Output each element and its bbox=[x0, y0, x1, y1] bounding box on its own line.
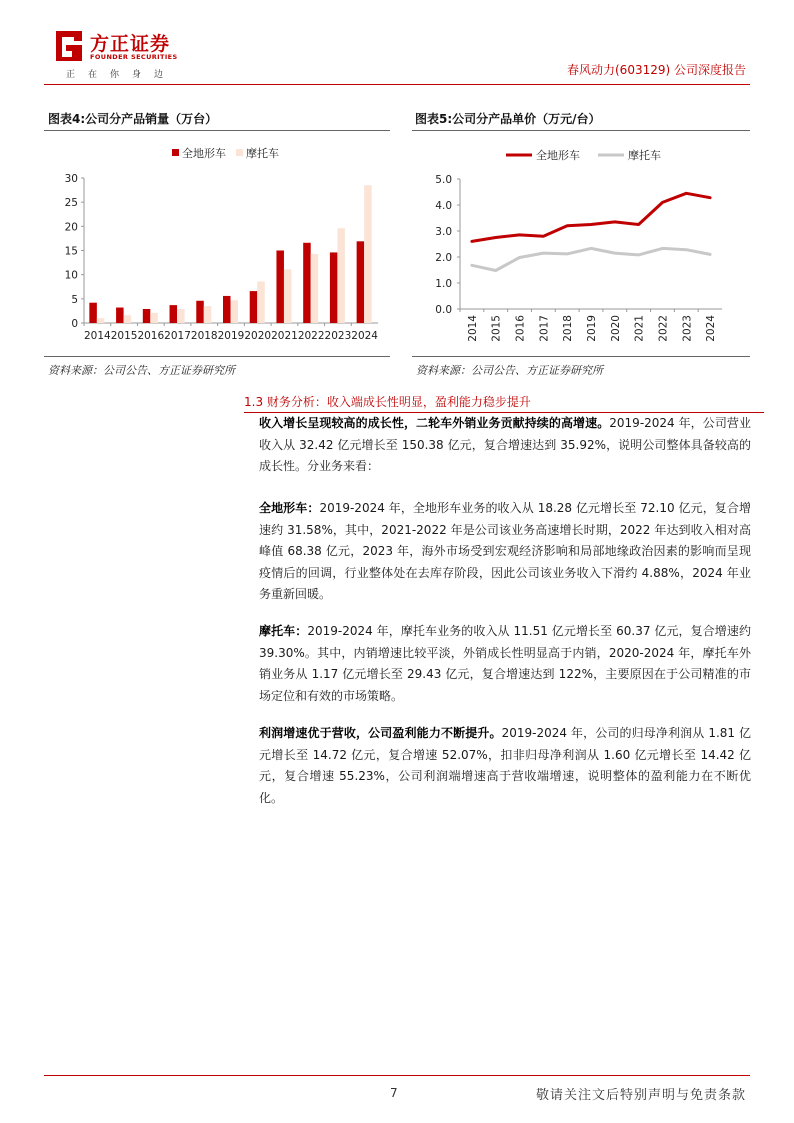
paragraph-lead: 摩托车： bbox=[259, 624, 308, 638]
y-tick-label: 25 bbox=[64, 197, 78, 210]
figure-5-title: 图表5:公司分产品单价（万元/台） bbox=[415, 112, 601, 126]
x-tick-label: 2014 bbox=[466, 315, 479, 342]
bar-motorcycle bbox=[337, 228, 345, 323]
bar-atv bbox=[89, 303, 97, 323]
y-tick-label: 10 bbox=[64, 269, 78, 282]
brand-name-en: FOUNDER SECURITIES bbox=[90, 53, 178, 61]
x-tick-label: 2017 bbox=[538, 315, 551, 342]
paragraph-atv bbox=[259, 498, 751, 606]
legend-label: 摩托车 bbox=[628, 149, 661, 162]
y-tick-label: 4.0 bbox=[435, 200, 452, 212]
x-tick-label: 2015 bbox=[110, 330, 138, 342]
bar-motorcycle bbox=[284, 269, 292, 323]
bar-motorcycle bbox=[257, 281, 265, 323]
bar-atv bbox=[276, 251, 284, 324]
paragraph-lead: 收入增长呈现较高的成长性，二轮车外销业务贡献持续的高增速。 bbox=[259, 416, 610, 430]
y-tick-label: 5.0 bbox=[435, 174, 452, 186]
bar-atv bbox=[116, 308, 124, 323]
legend-label: 全地形车 bbox=[182, 147, 226, 160]
brand-logo bbox=[52, 27, 212, 81]
brand-name: 方正证券 bbox=[90, 33, 171, 55]
x-tick-label: 2017 bbox=[164, 330, 191, 342]
figure-5-top-rule bbox=[412, 130, 750, 131]
series-line-motorcycle bbox=[472, 248, 710, 270]
bar-atv bbox=[330, 252, 338, 323]
bar-motorcycle bbox=[97, 318, 105, 323]
y-tick-label: 1.0 bbox=[435, 278, 452, 290]
unit-price-line-chart bbox=[412, 134, 750, 352]
series-line-atv bbox=[472, 193, 710, 241]
y-tick-label: 0.0 bbox=[435, 304, 452, 316]
x-tick-label: 2021 bbox=[633, 315, 646, 342]
x-tick-label: 2018 bbox=[190, 330, 218, 342]
disclaimer-link[interactable]: 敬请关注文后特别声明与免责条款 bbox=[535, 1088, 746, 1103]
paragraph-text: 2019-2024 年，公司的归母净利润从 1.81 亿元增长至 14.72 亿元，复合增速 52.07%，扣非归母净利润从 1.60 亿元增长至 14.42 亿元，复合增速 55.23%，公司利润端增速高于营收端增速，说明整体的盈利能力在不断优化。 bbox=[259, 726, 751, 805]
x-tick-label: 2019 bbox=[217, 330, 245, 342]
paragraph-text: 2019-2024 年，公司营业收入从 32.42 亿元增长至 150.38 亿元，复合增速达到 35.92%，说明公司整体具备较高的成长性。分业务来看： bbox=[259, 416, 751, 473]
x-tick-label: 2018 bbox=[562, 315, 575, 342]
y-tick-label: 0 bbox=[71, 318, 78, 330]
y-tick-label: 2.0 bbox=[435, 252, 452, 264]
x-tick-label: 2023 bbox=[681, 315, 694, 342]
figure-4-top-rule bbox=[44, 130, 390, 131]
x-tick-label: 2020 bbox=[609, 315, 622, 342]
bar-motorcycle bbox=[231, 300, 239, 323]
paragraph-profit bbox=[259, 723, 751, 809]
paragraph-text: 2019-2024 年，摩托车业务的收入从 11.51 亿元增长至 60.37 亿元，复合增速约 39.30%。其中，内销增速比较平淡，外销成长性明显高于内销，2020-2024 年，摩托车外销业务从 1.17 亿元增长至 29.43 亿元，复合增速达到 122%，主要原因在于公司精准的市场定位和有效的市场策略。 bbox=[259, 624, 751, 703]
bar-atv bbox=[143, 309, 151, 323]
bar-motorcycle bbox=[124, 315, 132, 323]
founder-logo-icon bbox=[52, 29, 86, 63]
footer-divider bbox=[44, 1075, 750, 1076]
sales-volume-bar-chart bbox=[44, 134, 390, 352]
paragraph-lead: 全地形车： bbox=[259, 501, 320, 515]
bar-motorcycle bbox=[177, 309, 185, 323]
x-tick-label: 2021 bbox=[271, 330, 298, 342]
bar-atv bbox=[196, 301, 204, 323]
paragraph-revenue-growth bbox=[259, 413, 751, 478]
x-tick-label: 2022 bbox=[657, 315, 670, 342]
y-tick-label: 5 bbox=[71, 293, 78, 306]
bar-motorcycle bbox=[364, 185, 372, 323]
brand-slogan: 正在你身边 bbox=[66, 70, 177, 80]
x-tick-label: 2022 bbox=[297, 330, 325, 342]
legend-swatch bbox=[236, 149, 243, 156]
x-tick-label: 2016 bbox=[514, 315, 527, 342]
page-number: 7 bbox=[390, 1086, 398, 1100]
section-heading: 1.3 财务分析：收入端成长性明显，盈利能力稳步提升 bbox=[244, 393, 764, 413]
y-tick-label: 15 bbox=[64, 245, 78, 258]
x-tick-label: 2014 bbox=[83, 330, 111, 342]
bar-atv bbox=[357, 241, 365, 323]
bar-motorcycle bbox=[311, 254, 319, 323]
x-tick-label: 2015 bbox=[490, 315, 503, 342]
paragraph-text: 2019-2024 年，全地形车业务的收入从 18.28 亿元增长至 72.10 亿元，复合增速约 31.58%，其中，2021-2022 年是公司该业务高速增长时期，2022 年达到收入相对高峰值 68.38 亿元，2023 年，海外市场受到宏观经济影响和局部地缘政治因素的影响而呈现疫情后的回调，行业整体处在去库存阶段，因此公司该业务收入下滑约 4.88%，2024 年业务重新回暖。 bbox=[259, 501, 751, 601]
figure-4-title: 图表4:公司分产品销量（万台） bbox=[48, 112, 218, 126]
paragraph-lead: 利润增速优于营收，公司盈利能力不断提升。 bbox=[259, 726, 502, 740]
report-title: 春风动力(603129) 公司深度报告 bbox=[567, 63, 746, 77]
legend-label: 摩托车 bbox=[246, 147, 279, 160]
figure-5-source: 资料来源：公司公告、方正证券研究所 bbox=[416, 364, 603, 377]
x-tick-label: 2024 bbox=[705, 315, 718, 342]
legend-swatch bbox=[172, 149, 179, 156]
bar-atv bbox=[250, 291, 258, 323]
bar-atv bbox=[303, 243, 311, 323]
x-tick-label: 2020 bbox=[244, 330, 272, 342]
header-divider bbox=[44, 84, 750, 85]
bar-atv bbox=[170, 305, 178, 323]
x-tick-label: 2016 bbox=[137, 330, 165, 342]
bar-motorcycle bbox=[204, 306, 212, 323]
figure-4-source: 资料来源：公司公告、方正证券研究所 bbox=[48, 364, 235, 377]
bar-atv bbox=[223, 296, 231, 323]
paragraph-motorcycle bbox=[259, 621, 751, 707]
x-tick-label: 2019 bbox=[586, 315, 598, 342]
figure-5-bottom-rule bbox=[412, 356, 750, 357]
legend-label: 全地形车 bbox=[536, 149, 580, 162]
y-tick-label: 30 bbox=[64, 173, 78, 185]
figure-4-bottom-rule bbox=[44, 356, 390, 357]
x-tick-label: 2024 bbox=[351, 330, 379, 342]
y-tick-label: 3.0 bbox=[435, 226, 452, 238]
y-tick-label: 20 bbox=[64, 221, 78, 234]
bar-motorcycle bbox=[150, 313, 158, 323]
x-tick-label: 2023 bbox=[324, 330, 352, 342]
